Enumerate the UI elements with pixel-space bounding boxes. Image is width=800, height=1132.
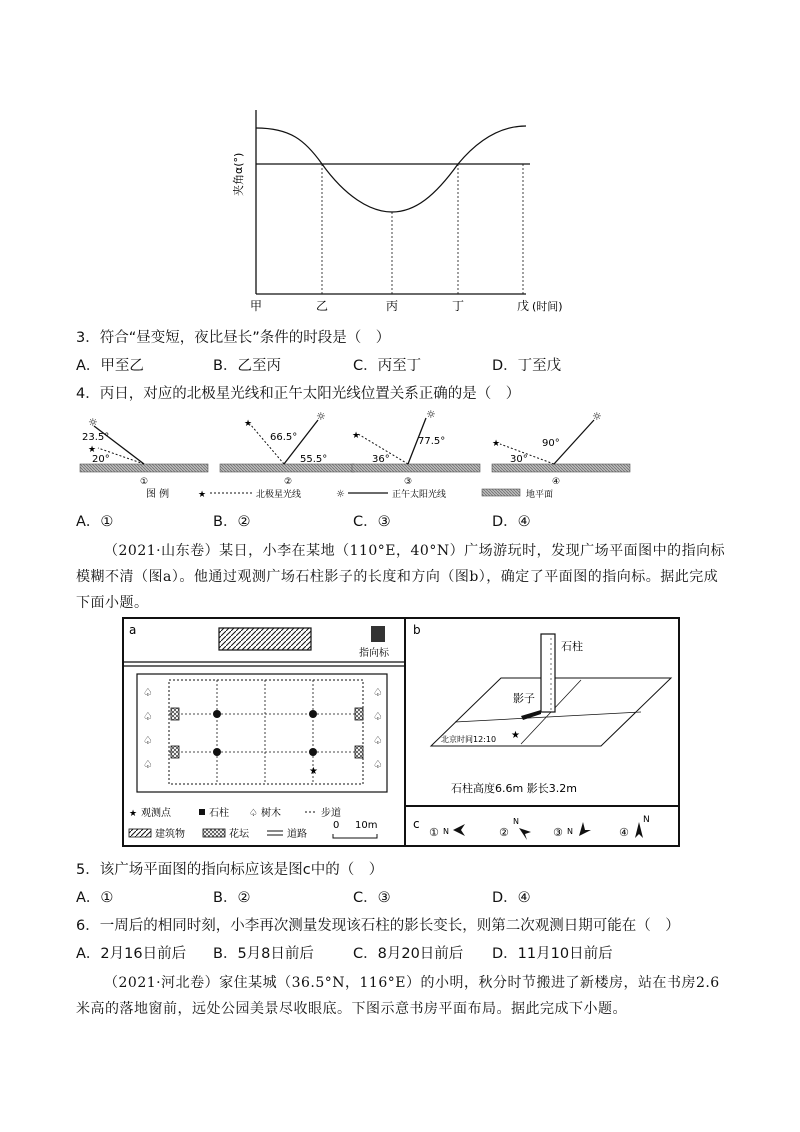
svg-text:♤: ♤ [373, 710, 383, 723]
q5-option-a[interactable]: A．① [76, 890, 114, 906]
question-4-stem: 4．丙日，对应的北极星光线和正午太阳光线位置关系正确的是（ ） [76, 386, 521, 402]
x-tick-ding: 丁 [451, 299, 465, 313]
q4-legend [146, 487, 553, 500]
svg-text:66.5°: 66.5° [270, 432, 298, 443]
svg-text:建筑物: 建筑物 [155, 829, 185, 840]
angle-curve [256, 126, 526, 212]
svg-text:♤: ♤ [143, 686, 153, 699]
svg-text:♤: ♤ [373, 734, 383, 747]
svg-text:图 例: 图 例 [146, 489, 170, 500]
svg-text:♤: ♤ [143, 734, 153, 747]
svg-text:23.5°: 23.5° [82, 432, 110, 443]
q3-option-a[interactable]: A．甲至乙 [76, 358, 144, 374]
y-axis-label: 夹角α(°) [232, 152, 245, 196]
svg-text:石柱: 石柱 [209, 808, 229, 819]
pillar-label: 石柱 [561, 640, 583, 653]
svg-text:90°: 90° [542, 438, 560, 449]
svg-text:30°: 30° [510, 454, 528, 465]
q4-option-c[interactable]: C．③ [353, 514, 391, 530]
figure-3 [352, 408, 480, 487]
svg-text:④: ④ [552, 477, 561, 487]
x-tick-bing: 丙 [385, 299, 399, 313]
svg-text:观测点: 观测点 [141, 808, 171, 819]
time-label: 北京时间12:10 [441, 735, 497, 744]
q5-option-d[interactable]: D．④ [492, 890, 531, 906]
svg-text:③: ③ [553, 826, 563, 839]
svg-text:①: ① [429, 826, 439, 839]
panel-b-label: b [413, 623, 421, 637]
svg-text:③: ③ [404, 477, 413, 487]
svg-text:77.5°: 77.5° [418, 436, 446, 447]
q4-figures [74, 404, 634, 500]
blurred-compass [371, 626, 385, 642]
panel-a-label: a [129, 623, 137, 637]
sun-icon: ☼ [316, 410, 326, 423]
svg-text:N: N [643, 815, 650, 825]
plaza-figure [121, 616, 681, 848]
q3-option-b[interactable]: B．乙至丙 [213, 358, 281, 374]
svg-text:①: ① [140, 477, 149, 487]
sun-icon: ☼ [426, 408, 436, 421]
x-tick-wu: 戊 [516, 299, 530, 313]
q5-option-b[interactable]: B．② [213, 890, 251, 906]
svg-text:0: 0 [333, 820, 340, 831]
x-tick-yi: 乙 [315, 299, 329, 313]
svg-text:♤: ♤ [143, 758, 153, 771]
q4-option-d[interactable]: D．④ [492, 514, 531, 530]
svg-text:N: N [443, 827, 449, 836]
star-icon: ★ [129, 809, 138, 819]
svg-text:地平面: 地平面 [526, 490, 554, 500]
star-icon: ★ [492, 439, 501, 449]
star-icon: ★ [352, 431, 361, 441]
svg-text:♤: ♤ [373, 686, 383, 699]
observation-point-star: ★ [309, 766, 318, 777]
svg-text:正午太阳光线: 正午太阳光线 [392, 490, 447, 500]
q3-option-c[interactable]: C．丙至丁 [353, 358, 422, 374]
svg-text:♤: ♤ [373, 758, 383, 771]
q6-option-d[interactable]: D．11月10日前后 [492, 946, 613, 962]
svg-text:55.5°: 55.5° [300, 454, 328, 465]
svg-text:20°: 20° [92, 454, 110, 465]
star-icon: ★ [198, 490, 207, 500]
svg-text:道路: 道路 [287, 829, 307, 840]
svg-text:④: ④ [619, 826, 629, 839]
passage-shandong: （2021·山东卷）某日，小李在某地（110°E，40°N）广场游玩时，发现广场平面图中的指向标模糊不清（图a）。他通过观测广场石柱影子的长度和方向（图b），确定了平面图的指向标。据此完成下面小题。 [76, 543, 726, 611]
svg-text:10m: 10m [355, 820, 378, 831]
x-tick-jia: 甲 [249, 299, 263, 313]
svg-text:花坛: 花坛 [229, 829, 249, 840]
question-6-stem: 6．一周后的相同时刻，小李再次测量发现该石柱的影长变长，则第二次观测日期可能在（ ） [76, 918, 680, 934]
svg-text:②: ② [499, 826, 509, 839]
star-icon: ★ [244, 419, 253, 429]
q6-option-b[interactable]: B．5月8日前后 [213, 946, 314, 962]
x-unit: (时间) [532, 300, 563, 313]
panel-c-label: c [413, 817, 420, 831]
q3-option-d[interactable]: D．丁至戊 [492, 358, 562, 374]
svg-text:♤: ♤ [143, 710, 153, 723]
figure-1 [80, 416, 208, 487]
figure-2 [220, 410, 354, 487]
sun-icon: ☼ [592, 410, 602, 423]
q6-option-a[interactable]: A．2月16日前后 [76, 946, 187, 962]
shadow-label: 影子 [513, 692, 535, 705]
svg-text:36°: 36° [372, 454, 390, 465]
stone-pillar [541, 634, 555, 712]
passage-hebei: （2021·河北卷）家住某城（36.5°N，116°E）的小明，秋分时节搬进了新楼房，站在书房2.6米高的落地窗前，远处公园美景尽收眼底。下图示意书房平面布局。据此完成下小题。 [76, 975, 720, 1017]
question-5-stem: 5．该广场平面图的指向标应该是图c中的（ ） [76, 862, 384, 878]
observer-star: ★ [511, 730, 520, 741]
svg-text:树木: 树木 [261, 808, 281, 819]
svg-text:北极星光线: 北极星光线 [256, 490, 302, 500]
svg-text:N: N [513, 817, 519, 826]
svg-text:②: ② [284, 477, 293, 487]
svg-text:步道: 步道 [321, 808, 341, 819]
q6-option-c[interactable]: C．8月20日前后 [353, 946, 464, 962]
question-3-stem: 3．符合“昼变短，夜比昼长”条件的时段是（ ） [76, 330, 391, 346]
q4-option-a[interactable]: A．① [76, 514, 114, 530]
sun-icon: ☼ [88, 416, 98, 429]
pillar-height-text: 石柱高度6.6m 影长3.2m [451, 782, 577, 795]
compass-label: 指向标 [359, 648, 389, 659]
star-icon: ★ [88, 445, 97, 455]
sun-icon: ☼ [336, 489, 345, 500]
q5-option-c[interactable]: C．③ [353, 890, 391, 906]
building [219, 628, 311, 650]
figure-4 [492, 410, 630, 487]
angle-chart [220, 100, 580, 320]
tree-icon: ♤ [249, 808, 258, 819]
q4-option-b[interactable]: B．② [213, 514, 251, 530]
svg-text:N: N [567, 827, 573, 836]
